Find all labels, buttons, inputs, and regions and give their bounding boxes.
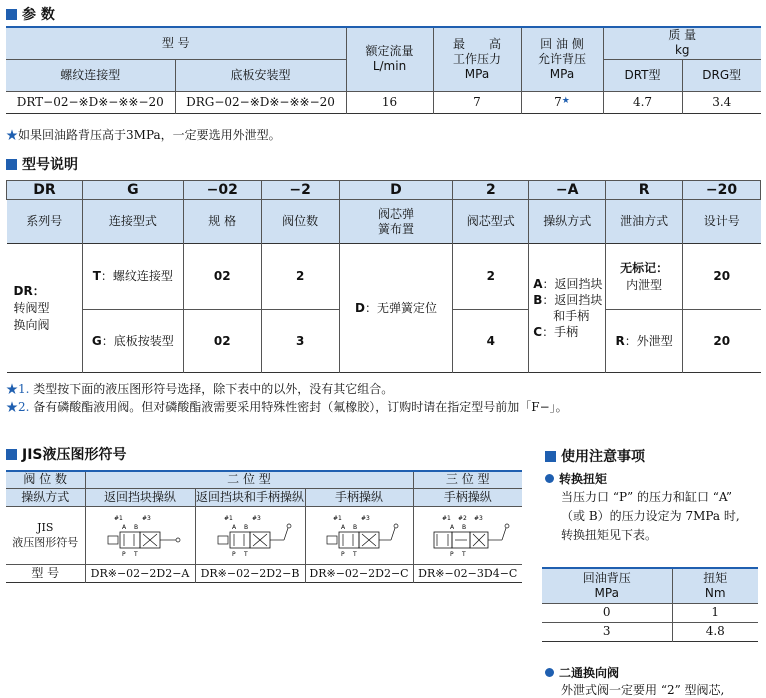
usage-item2-title: 二通换向阀 — [545, 664, 619, 681]
section-square-icon — [6, 449, 17, 460]
label-connection: 连接型式 — [82, 200, 183, 244]
star-icon: ★ — [6, 128, 19, 142]
jis-model-label: 型 号 — [6, 564, 85, 582]
size-2: 02 — [183, 310, 261, 373]
jis-model-4: DR※−02−3D4−C — [418, 566, 518, 580]
drain-external-cell: R：外泄型 — [606, 310, 683, 373]
positions-3: 3 — [261, 310, 339, 373]
svg-text:T: T — [353, 551, 357, 558]
positions-2: 2 — [261, 244, 339, 310]
jis-model-3: DR※−02−2D2−C — [305, 564, 413, 582]
svg-text:A: A — [449, 524, 454, 531]
svg-text:T: T — [461, 551, 466, 558]
model-code-title: 型号说明 — [6, 154, 78, 174]
code-spool: 2 — [453, 181, 529, 200]
svg-text:P: P — [449, 551, 454, 558]
svg-text:B: B — [353, 524, 358, 531]
svg-text:A: A — [122, 524, 127, 531]
svg-text:#3: #3 — [361, 515, 370, 522]
header-pressure: 最 高 工作压力 MPa — [433, 27, 521, 91]
label-series: 系列号 — [7, 200, 83, 244]
usage-item1-title: 转换扭矩 — [545, 470, 607, 487]
operation-cell: A：返回挡块 B：返回挡块 和手柄 C：手柄 — [529, 244, 606, 373]
row-drg-mass: 3.4 — [712, 94, 732, 109]
torque-table — [542, 567, 758, 642]
svg-text:P: P — [232, 551, 236, 558]
svg-text:P: P — [341, 551, 345, 558]
drain-internal-cell: 无标记： 内泄型 — [606, 244, 683, 310]
valve-symbol-icon — [313, 512, 405, 558]
star-icon: ★ — [561, 96, 570, 106]
code-size: −02 — [183, 181, 261, 200]
symbol-2pos-lever — [305, 506, 413, 564]
jis-two-pos: 二 位 型 — [85, 471, 413, 488]
code-series: DR — [7, 181, 83, 200]
params-note: ★如果回油路背压高于3MPa，一定要选用外泄型。 — [6, 128, 281, 142]
label-drain: 泄油方式 — [606, 200, 683, 244]
svg-text:#3: #3 — [142, 515, 151, 522]
jis-op-1: 返回挡块操纵 — [85, 488, 195, 506]
star-icon: ★1. — [6, 382, 30, 396]
code-positions: −2 — [261, 181, 339, 200]
row-base-model: DRG−02−※D※−※※−20 — [175, 91, 346, 113]
svg-text:T: T — [244, 551, 248, 558]
header-flow: 额定流量 L/min — [346, 27, 433, 91]
series-cell: DR： 转阀型 换向阀 — [7, 244, 83, 373]
torque-row-pressure: 0 — [542, 603, 672, 622]
usage-title: 使用注意事项 — [545, 446, 645, 466]
jis-op-mode: 操纵方式 — [6, 488, 85, 506]
torque-row-value: 1 — [711, 605, 720, 619]
row-flow: 16 — [346, 91, 433, 113]
svg-text:P: P — [122, 551, 126, 558]
svg-text:#3: #3 — [473, 515, 483, 522]
label-size: 规 格 — [183, 200, 261, 244]
valve-symbol-icon — [420, 512, 516, 558]
header-thread: 螺纹连接型 — [6, 59, 175, 91]
spring-cell: D：无弹簧定位 — [339, 244, 453, 373]
torque-row-pressure: 3 — [542, 622, 672, 641]
jis-title: JIS液压图形符号 — [6, 444, 127, 464]
svg-text:A: A — [341, 524, 346, 531]
params-table — [6, 26, 761, 114]
svg-text:#3: #3 — [252, 515, 261, 522]
svg-text:B: B — [461, 524, 466, 531]
section-square-icon — [6, 159, 17, 170]
row-pressure: 7 — [433, 91, 521, 113]
svg-text:#1: #1 — [224, 515, 233, 522]
code-spring: D — [339, 181, 453, 200]
section-square-icon — [6, 9, 17, 20]
torque-header-torque: 扭矩 Nm — [703, 570, 728, 600]
model-note-1: ★1. 类型按下面的液压图形符号选择，除下表中的以外，没有其它组合。 — [6, 382, 394, 396]
section-square-icon — [545, 451, 556, 462]
label-spring: 阀芯弹 簧布置 — [339, 200, 453, 244]
svg-text:B: B — [244, 524, 249, 531]
jis-table — [6, 470, 522, 583]
header-base: 底板安装型 — [175, 59, 346, 91]
jis-valve-pos: 阀 位 数 — [6, 471, 85, 488]
spool-4: 4 — [453, 310, 529, 373]
jis-op-3: 手柄操纵 — [305, 488, 413, 506]
params-title: 参 数 — [6, 4, 55, 24]
jis-op-2: 返回挡块和手柄操纵 — [195, 488, 305, 506]
usage-item2-text: 外泄式阀一定要用 “2” 型阀芯, — [561, 683, 725, 697]
header-drt: DRT型 — [603, 59, 682, 91]
code-drain: R — [606, 181, 683, 200]
valve-symbol-icon — [94, 512, 186, 558]
row-drt-mass: 4.7 — [603, 91, 682, 113]
jis-three-pos: 三 位 型 — [413, 471, 522, 488]
row-thread-model: DRT−02−※D※−※※−20 — [6, 91, 175, 113]
valve-symbol-icon — [204, 512, 296, 558]
header-back-pressure: 回 油 侧 允许背压 MPa — [521, 27, 603, 91]
design-1: 20 — [683, 244, 761, 310]
jis-op-4: 手柄操纵 — [443, 489, 492, 504]
spool-2: 2 — [453, 244, 529, 310]
usage-item1-text: 当压力口 “P” 的压力和缸口 “A” （或 B）的压力设定为 7MPa 时, 转换扭矩见下表。 — [561, 490, 740, 542]
bullet-icon — [545, 474, 554, 483]
svg-text:#2: #2 — [457, 515, 467, 522]
header-model: 型 号 — [6, 27, 346, 59]
jis-model-2: DR※−02−2D2−B — [195, 564, 305, 582]
torque-row-value: 4.8 — [705, 624, 725, 638]
symbol-2pos-stopper-lever — [195, 506, 305, 564]
symbol-2pos-stopper — [85, 506, 195, 564]
symbol-3pos-lever — [413, 506, 522, 564]
model-code-table — [6, 180, 761, 373]
svg-text:#1: #1 — [114, 515, 123, 522]
label-design: 设计号 — [703, 214, 740, 228]
label-positions: 阀位数 — [261, 200, 339, 244]
svg-text:A: A — [232, 524, 237, 531]
code-connection: G — [82, 181, 183, 200]
conn-g-cell: G：底板按装型 — [82, 310, 183, 373]
design-2: 20 — [713, 333, 731, 348]
label-spool: 阀芯型式 — [453, 200, 529, 244]
conn-t-cell: T：螺纹连接型 — [82, 244, 183, 310]
svg-text:#1: #1 — [441, 515, 451, 522]
star-icon: ★2. — [6, 400, 30, 414]
model-note-2: ★2. 备有磷酸酯液用阀。但对磷酸酯液需要采用特殊性密封（氟橡胶），订购时请在指定型号前加「F−」。 — [6, 400, 568, 414]
code-operation: −A — [529, 181, 606, 200]
label-operation: 操纵方式 — [529, 200, 606, 244]
jis-symbol-label: JIS 液压图形符号 — [6, 506, 85, 564]
row-back-pressure: 7★ — [521, 91, 603, 113]
header-drg: DRG型 — [702, 67, 742, 82]
size-1: 02 — [183, 244, 261, 310]
svg-text:#1: #1 — [333, 515, 342, 522]
bullet-icon — [545, 668, 554, 677]
svg-text:T: T — [134, 551, 138, 558]
torque-header-pressure: 回油背压 MPa — [542, 568, 672, 603]
code-design: −20 — [683, 181, 761, 200]
jis-model-1: DR※−02−2D2−A — [85, 564, 195, 582]
header-mass: 质 量 kg — [603, 27, 761, 59]
svg-text:B: B — [134, 524, 139, 531]
